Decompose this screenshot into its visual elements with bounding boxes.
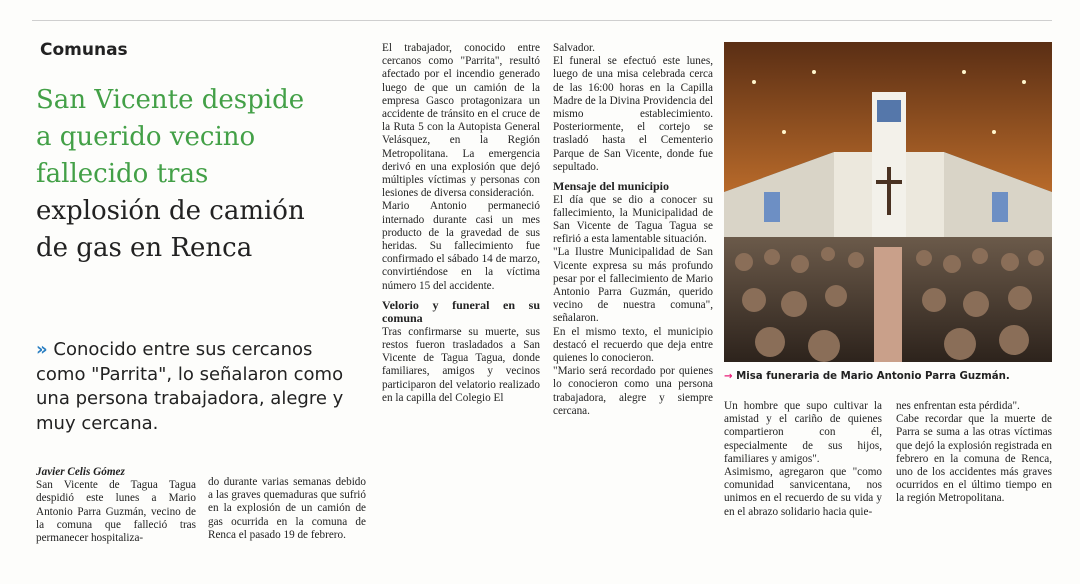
arrow-right-icon: →	[724, 371, 733, 382]
photo-caption	[724, 371, 1064, 382]
headline-line: a querido vecino	[36, 122, 256, 152]
paragraph: El funeral se efectuó este lunes, luego de una misa celebrada cerca de las 16:00 horas en la Capilla Madre de la Divina Providencia del mismo establecimiento. Posteriormente, el cortejo se trasladó hasta el Cementerio Parque de San Vicente, donde fue sepultado.	[553, 55, 713, 173]
paragraph: Asimismo, agregaron que "como comunidad sanvicentana, nos unimos en el recuerdo de su vida y en el abrazo solidario hacia quie-	[724, 466, 882, 518]
paragraph: do durante varias semanas debido a las graves quemaduras que sufrió en la explosión de un camión de gas ocurrida en la comuna de Renca el pasado 19 de febrero.	[208, 476, 366, 541]
paragraph: Tras confirmarse su muerte, sus restos fueron trasladados a San Vicente de Tagua Tagua, donde familiares, amigos y vecinos participaron del velatorio realizado en la capilla del Colegio El	[382, 325, 540, 404]
paragraph: Cabe recordar que la muerte de Parra se suma a las otras víctimas que dejó la explosión registrada en febrero en la comuna de Renca, uno de los accidentes más graves ocurridos en el último tiempo en la región Metropolitana.	[896, 413, 1052, 505]
body-column-1	[36, 466, 196, 545]
subheading: Mensaje del municipio	[553, 179, 669, 194]
headline-line: fallecido tras	[36, 159, 209, 189]
paragraph: El día que se dio a conocer su fallecimiento, la Municipalidad de San Vicente de Tagua Tagua se refirió a esta lamentable situación.	[553, 193, 713, 246]
funeral-mass-photo	[724, 42, 1052, 362]
body-column-2	[208, 476, 366, 542]
paragraph: San Vicente de Tagua Tagua despidió este lunes a Mario Antonio Parra Guzmán, vecino de la comuna que falleció tras permanecer hospitaliza-	[36, 479, 196, 545]
headline-line: San Vicente despide	[36, 85, 305, 115]
church-interior-image	[724, 42, 1052, 362]
headline-line: explosión de camión	[36, 196, 305, 226]
lead-text: Conocido entre sus cercanos como "Parrita", lo señalaron como una persona trabajadora, alegre y muy cercana.	[36, 339, 344, 434]
body-column-3	[382, 42, 540, 405]
paragraph: "La Ilustre Municipalidad de San Vicente expresa su más profundo pesar por el fallecimiento de Mario Antonio Parra Guzmán, querido vecino de nuestra comuna", señalaron.	[553, 246, 713, 325]
paragraph: Mario Antonio permaneció internado durante casi un mes producto de la gravedad de sus heridas. Su fallecimiento fue confirmado el sábado 14 de marzo, convirtiéndose en la víctima número 15 del accidente.	[382, 200, 540, 292]
caption-text: Misa funeraria de Mario Antonio Parra Guzmán.	[736, 371, 1010, 382]
paragraph: En el mismo texto, el municipio destacó el recuerdo que deja entre quienes lo conocieron.	[553, 325, 713, 364]
body-column-4	[553, 42, 713, 418]
top-rule	[32, 20, 1052, 21]
headline	[36, 82, 366, 267]
section-label: Comunas	[40, 40, 128, 60]
paragraph: Salvador.	[553, 42, 595, 54]
subheading: Velorio y funeral en su comuna	[382, 297, 540, 326]
lead-paragraph	[36, 338, 366, 436]
paragraph: "Mario será recordado por quienes lo conocieron como una persona trabajadora, alegre y siempre cercana.	[553, 365, 713, 417]
author-byline: Javier Celis Gómez	[36, 466, 125, 478]
paragraph: Un hombre que supo cultivar la amistad y el cariño de quienes compartieron con él, especialmente de sus hijos, familiares y amigos".	[724, 400, 882, 465]
headline-line: de gas en Renca	[36, 233, 253, 263]
paragraph: nes enfrentan esta pérdida".	[896, 400, 1020, 412]
body-column-6	[896, 400, 1052, 506]
body-column-5	[724, 400, 882, 519]
paragraph: El trabajador, conocido entre cercanos como "Parrita", resultó afectado por el incendio generado luego de que un camión de la empresa Gasco protagonizara un accidente de tránsito en el cruce de la Ruta 5 con la Autopista General Velásquez, en la Región Metropolitana. La emergencia derivó en una explosión que dejó múltiples víctimas y personas con lesiones de diversa consideración.	[382, 42, 540, 200]
chevron-right-icon: »	[36, 339, 48, 360]
